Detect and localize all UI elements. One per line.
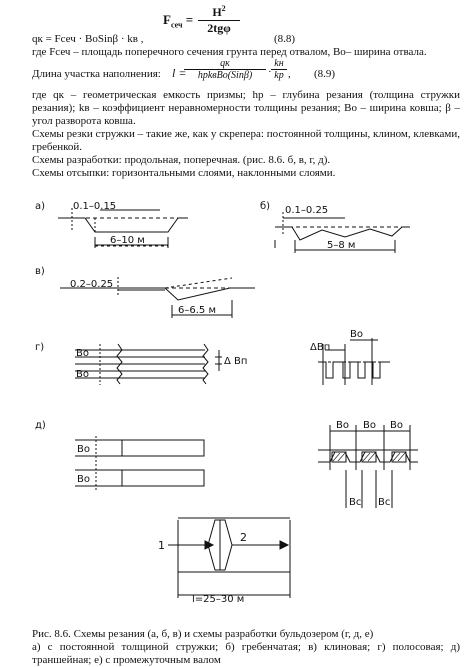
equation-8-9-label: Длина участка наполнения:	[32, 68, 161, 80]
label-g2-dbp: ΔBп	[310, 342, 331, 353]
label-a-depth: 0.1–0.15	[73, 201, 117, 212]
label-b-len: 5–8 м	[327, 240, 356, 251]
label-d-bo4: Bo	[363, 420, 376, 431]
label-d-bo3: Bo	[336, 420, 349, 431]
scheme-d-strips	[75, 436, 204, 490]
label-b-depth: 0.1–0.25	[285, 205, 329, 216]
formula-f-lhs: $F_{сеч}$ =	[163, 12, 194, 30]
equation-8-9-comma: ,	[288, 68, 291, 80]
label-e-len: l=25–30 м	[192, 594, 245, 605]
label-g-bo1: Bo	[76, 348, 89, 359]
scheme-d-trench	[318, 425, 418, 508]
label-b: б)	[260, 201, 271, 212]
label-g-dbp: Δ Bп	[224, 356, 248, 367]
scheme-e-bank	[178, 518, 290, 598]
formula-f-fraction: $H^2$ 2tgφ	[198, 4, 240, 36]
equation-8-9-frac2: kн kр	[271, 58, 287, 81]
label-g-bo2: Bo	[76, 369, 89, 380]
label-arrow-1: 1	[158, 539, 165, 552]
label-d-bc1: Bc	[349, 497, 362, 508]
equation-8-8: qк = Fсеч · BoSinβ · kв ,	[32, 33, 144, 45]
where-text-2: где qк – геометрическая емкость призмы; hр – глубина резания (толщина стружки резания); kв – коэффициент неравномерности толщины резания; Bo – ширина ковша; β – угол разворота ковша.	[32, 89, 460, 127]
equation-8-9-number: (8.9)	[314, 68, 336, 80]
equation-8-9-lhs: l =	[172, 66, 187, 80]
label-v: в)	[35, 266, 45, 277]
cut-schemes-text: Схемы резки стружки – такие же, как у скрепера: постоянной толщины, клином, клевками, гребенкой.	[32, 128, 460, 153]
label-v-len: 6–6.5 м	[178, 305, 216, 316]
equation-8-9-dot: ·	[268, 66, 272, 78]
dump-schemes-text: Схемы отсыпки: горизонтальными слоями, наклонными слоями.	[32, 167, 336, 179]
label-g: г)	[35, 342, 45, 353]
where-text-1: где Fсеч – площадь поперечного сечения грунта перед отвалом, Bo– ширина отвала.	[32, 46, 427, 58]
label-d-bo2: Bo	[77, 474, 90, 485]
dev-schemes-text: Схемы разработки: продольная, поперечная. (рис. 8.6. б, в, г, д).	[32, 154, 331, 166]
equation-8-9-frac1: qк hрkвBo(Sinβ)	[184, 58, 266, 81]
label-d: д)	[35, 420, 46, 431]
label-arrow-2: 2	[240, 531, 247, 544]
figure-caption-1: Рис. 8.6. Схемы резания (а, б, в) и схемы разработки бульдозером (г, д, е)	[32, 628, 374, 640]
scheme-g-strips	[75, 344, 222, 385]
label-g2-bo: Bo	[350, 329, 363, 340]
arrow-1	[168, 541, 213, 549]
arrow-2	[248, 541, 288, 549]
figure-caption-2: а) с постоянной толщиной стружки; б) гребенчатая; в) клиновая; г) полосовая; д) траншейная; е) с промежуточным валом	[32, 641, 460, 666]
label-d-bo5: Bo	[390, 420, 403, 431]
equation-8-8-number: (8.8)	[274, 33, 296, 45]
label-d-bo1: Bo	[77, 444, 90, 455]
label-a-len: 6–10 м	[110, 235, 145, 246]
label-d-bc2: Bc	[378, 497, 391, 508]
label-v-depth: 0.2–0.25	[70, 279, 114, 290]
label-a: а)	[35, 201, 46, 212]
